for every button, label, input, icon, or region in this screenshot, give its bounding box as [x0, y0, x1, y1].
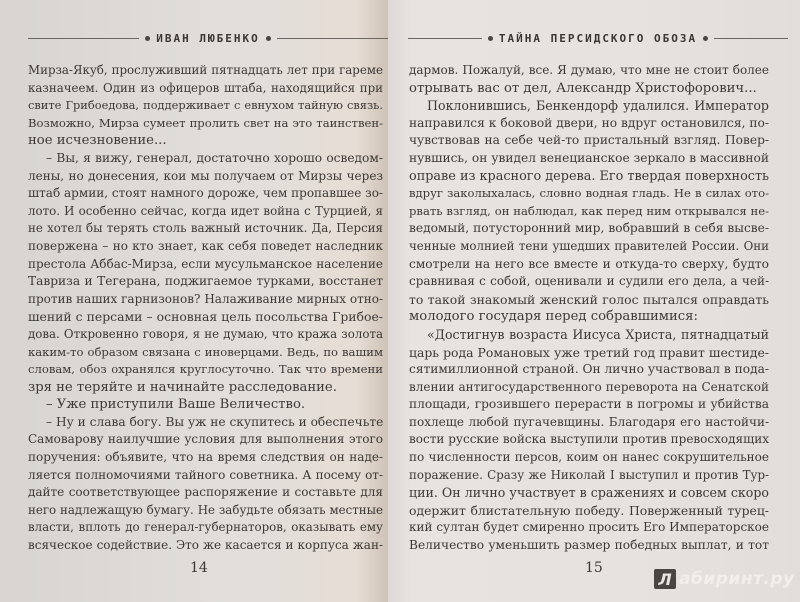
text-line: против наших гарнизонов? Налаживание мирных отно-: [28, 291, 383, 306]
text-line: – Ну и слава богу. Вы уж не скупитесь и обеспечьте: [46, 414, 383, 429]
text-line: похлеще любой пугачевщины. Благодаря его настойчи-: [409, 414, 769, 429]
text-line: царь рода Романовых уже третий год правит шестиде-: [409, 344, 769, 360]
text-line: дармов. Пожалуй, все. Я думаю, что мне не стоит более: [409, 63, 769, 77]
text-line: отрывать вас от дел, Александр Христофорович...: [409, 80, 757, 96]
header-dot: [703, 36, 708, 41]
text-line: казначеем. Один из офицеров штаба, находящийся при: [28, 80, 383, 95]
text-line: ляется полномочиями тайного советника. А посему от-: [28, 467, 383, 482]
text-line: Величество уменьшить размер победных выплат, и тот: [409, 538, 769, 553]
text-line: лены, но донесения, кои мы получаем от Мирзы через: [28, 168, 383, 183]
text-line: него надлежащую бумагу. Не забудьте обязать местные: [28, 502, 383, 517]
text-line: каким-то образом связана с иноверцами. Ведь, по вашим: [28, 344, 383, 359]
text-line: Самоварову наилучшие условия для выполнения этого: [28, 432, 383, 447]
header-dot: [145, 36, 150, 41]
text-line: дова. Откровенно говоря, я не думаю, что кража золота: [28, 326, 383, 341]
text-line: рвать взгляд, он наблюдал, как перед ним открывался не-: [409, 203, 769, 218]
header-rule: [714, 38, 788, 39]
text-line: поручения: объявите, что на время следствия он наде-: [28, 450, 383, 465]
text-line: по численности персов, коим он нанес сокрушительное: [409, 450, 769, 465]
text-line: оправе из красного дерева. Его твердая поверхность: [409, 168, 769, 184]
header-book-title: ТАЙНА ПЕРСИДСКОГО ОБОЗА: [498, 31, 698, 45]
labirint-watermark: [654, 569, 795, 589]
running-header: [28, 28, 388, 48]
right-page: [388, 0, 800, 602]
header-dot: [266, 36, 271, 41]
header-rule: [28, 38, 139, 39]
text-line: то такой знакомый женский голос пытался оправдать: [409, 291, 769, 307]
text-line: кий султан будет смиренно просить Его Императорское: [409, 520, 769, 535]
text-line: шений с персами – основная цель посольства Грибое-: [28, 309, 383, 325]
text-line: престола Аббас-Мирза, если мусульманское население: [28, 256, 383, 271]
page-body-text: [28, 62, 383, 555]
text-line: – Уже приступили Ваше Величество.: [46, 397, 306, 413]
page-body-text: [409, 62, 769, 555]
text-line: поражение. Сразу же Николай I выступил и против Тур-: [409, 467, 769, 482]
header-author: ИВАН ЛЮБЕНКО: [156, 31, 260, 45]
text-line: Поклонившись, Бенкендорф удалился. Император: [427, 98, 769, 114]
text-line: повержена – но кто знает, как себя поведет наследник: [28, 238, 383, 253]
text-line: одержит блистательную победу. Поверженный турец-: [409, 502, 769, 518]
text-line: ченные молнией тени ушедших правителей России. Они: [409, 238, 769, 253]
text-line: Возможно, Мирза сумеет пролить свет на это таинствен-: [28, 115, 383, 130]
text-line: – Вы, я вижу, генерал, достаточно хорошо осведом-: [46, 150, 383, 165]
text-line: вдруг заколыхалась, словно водная гладь. Не в силах ото-: [409, 186, 769, 201]
text-line: всяческое содействие. Это же касается и корпуса жан-: [28, 538, 383, 553]
running-header: [408, 28, 788, 48]
text-line: «Достигнув возраста Иисуса Христа, пятнадцатый: [427, 326, 769, 342]
text-line: вости русские войска выступили против превосходящих: [409, 432, 769, 447]
text-line: сятимиллионной страной. Он лично участвовал в пода-: [409, 362, 769, 377]
text-line: зря не теряйте и начинайте расследование.: [28, 379, 337, 395]
text-line: Мирза-Якуб, прослуживший пятнадцать лет при гареме: [28, 63, 383, 77]
text-line: сравнивая с собой, оценивали и судили его дела, а чей-: [409, 274, 769, 289]
text-line: площади, грозившего перерасти в погромы и убийства: [409, 397, 769, 412]
text-line: лото. И особенно сейчас, когда идет война с Турцией, я: [28, 203, 383, 218]
header-rule: [277, 38, 388, 39]
text-line: дайте соответствующее распоряжение и составьте для: [28, 485, 383, 500]
text-line: штаб армии, стоят намного дороже, чем пропавшее зо-: [28, 186, 383, 201]
header-dot: [488, 36, 493, 41]
text-line: не хотел бы терять столь важный источник. Да, Персия: [28, 221, 383, 236]
text-line: молодого государя перед собравшимися:: [409, 309, 698, 325]
text-line: нувшись, он увидел венецианское зеркало в массивной: [409, 150, 769, 165]
text-line: ное исчезновение...: [28, 133, 167, 149]
page-number: 15: [585, 560, 603, 576]
page-number: 14: [190, 560, 208, 576]
watermark-text: абиринт.ру: [679, 569, 795, 589]
header-rule: [408, 38, 482, 39]
text-line: ведомый, потусторонний мир, вобравший в себя высве-: [409, 221, 769, 236]
text-line: Тавриза и Тегерана, поджигаемое турками, восстанет: [28, 274, 383, 289]
text-line: словам, обоз охранялся круглосуточно. Так что времени: [28, 362, 383, 377]
text-line: чувствовав на себе чей-то пристальный взгляд. Повер-: [409, 133, 769, 148]
text-line: ции. Он лично участвует в сражениях и совсем скоро: [409, 485, 769, 501]
text-line: свите Грибоедова, поддерживает с евнухом тайную связь.: [28, 98, 383, 113]
labirint-logo-icon: Л: [654, 569, 676, 589]
text-line: власти, вплоть до генерал-губернаторов, оказывать ему: [28, 520, 383, 535]
text-line: смотрели на него все вместе и откуда-то сверху, будто: [409, 256, 769, 271]
text-line: влении антигосударственного переворота на Сенатской: [409, 379, 769, 394]
left-page: [0, 0, 388, 602]
text-line: направился к боковой двери, но вдруг остановился, по-: [409, 115, 769, 130]
